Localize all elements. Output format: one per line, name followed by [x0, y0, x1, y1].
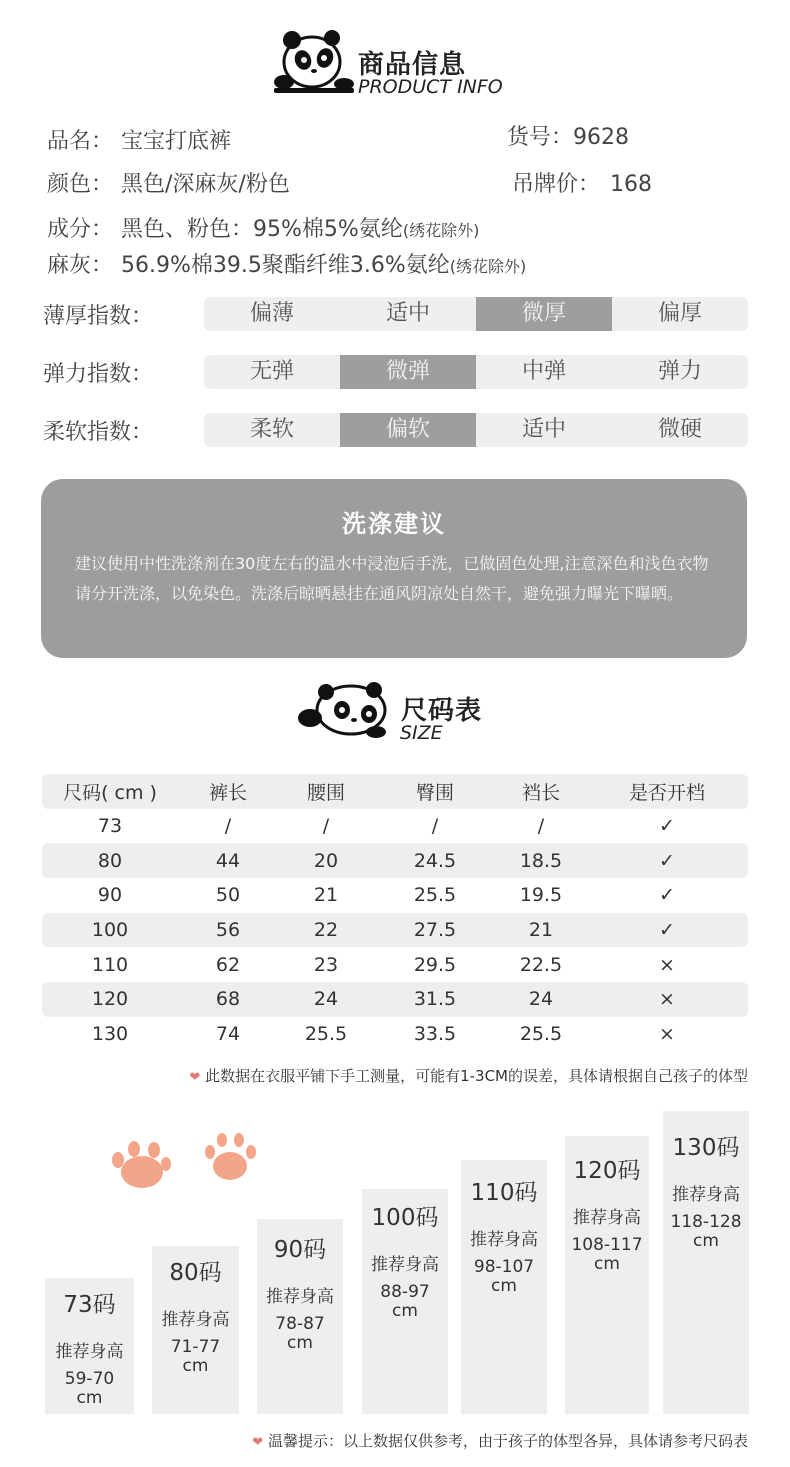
size-table-note: ❤ 此数据在衣服平铺下手工测量，可能有1-3CM的误差，具体请根据自己孩子的体型 [189, 1067, 748, 1085]
table-cell: 110 [91, 953, 129, 976]
recommend-label: 推荐身高 [371, 1255, 439, 1275]
table-cell: 21 [528, 919, 554, 942]
cross-icon: × [659, 988, 675, 1011]
section-title-size: 尺码表 [401, 696, 483, 726]
info-price: 吊牌价： 168 [512, 172, 653, 197]
check-icon: ✓ [659, 849, 675, 872]
table-cell: / [322, 815, 330, 838]
index-option: 无弹 [249, 359, 294, 384]
index-option-selected: 偏软 [340, 413, 476, 447]
size-label: 100码 [371, 1205, 439, 1231]
table-cell: 33.5 [413, 1023, 457, 1046]
table-cell: 23 [313, 953, 339, 976]
table-header-cell: 臀围 [415, 781, 454, 804]
height-range: 118-128 cm [670, 1212, 742, 1251]
table-cell: 24 [528, 988, 554, 1011]
table-row [42, 913, 748, 948]
height-range: 59-70 cm [64, 1369, 115, 1408]
table-row [42, 1017, 748, 1052]
index-option: 偏厚 [657, 301, 702, 326]
elasticity-index-bar [204, 355, 748, 389]
table-cell: 22.5 [519, 953, 563, 976]
height-range: 88-97 cm [380, 1282, 430, 1321]
size-label: 80码 [169, 1260, 222, 1286]
info-sku: 货号：9628 [507, 125, 630, 150]
table-cell: 50 [215, 884, 241, 907]
index-option: 微硬 [657, 417, 702, 442]
check-icon: ✓ [659, 919, 675, 942]
table-cell: 24.5 [413, 849, 457, 872]
check-icon: ✓ [659, 815, 675, 838]
index-option: 适中 [521, 417, 566, 442]
height-column-120 [565, 1136, 649, 1414]
softness-index-label: 柔软指数： [43, 420, 154, 445]
height-column-100 [362, 1189, 448, 1414]
index-option: 偏薄 [249, 301, 294, 326]
height-column-90 [257, 1219, 343, 1414]
index-option-selected: 微弹 [340, 355, 476, 389]
washing-advice-panel [41, 479, 747, 658]
table-cell: 24 [313, 988, 339, 1011]
table-header-cell: 裆长 [521, 781, 560, 804]
section-subtitle-size: SIZE [400, 722, 443, 744]
table-header-row [42, 774, 748, 809]
table-cell: / [537, 815, 545, 838]
recommend-label: 推荐身高 [672, 1185, 740, 1205]
recommend-label: 推荐身高 [55, 1342, 124, 1362]
table-cell: 73 [97, 815, 123, 838]
table-cell: 90 [97, 884, 123, 907]
height-column-110 [461, 1160, 547, 1414]
table-cell: 62 [215, 953, 241, 976]
table-cell: 74 [215, 1023, 241, 1046]
table-cell: 25.5 [304, 1023, 348, 1046]
height-column-80 [152, 1246, 239, 1414]
table-cell: 29.5 [413, 953, 457, 976]
height-chart-note: ❤ 温馨提示：以上数据仅供参考，由于孩子的体型各异，具体请参考尺码表 [252, 1432, 748, 1450]
table-cell: 25.5 [519, 1023, 563, 1046]
size-label: 130码 [672, 1135, 740, 1161]
table-cell: / [431, 815, 439, 838]
table-header-cell: 是否开档 [628, 781, 705, 804]
size-label: 73码 [63, 1292, 116, 1318]
table-cell: 18.5 [519, 849, 563, 872]
section-subtitle-product-info: PRODUCT INFO [358, 76, 503, 98]
table-cell: 120 [91, 988, 129, 1011]
thickness-index-label: 薄厚指数： [43, 304, 154, 329]
table-header-cell: 腰围 [306, 781, 345, 804]
height-range: 71-77 cm [170, 1337, 221, 1376]
recommend-label: 推荐身高 [161, 1310, 230, 1330]
table-header-cell: 裤长 [208, 781, 247, 804]
size-label: 110码 [470, 1180, 538, 1206]
table-cell: 56 [215, 919, 241, 942]
height-column-130 [663, 1111, 749, 1414]
height-range: 78-87 cm [275, 1314, 325, 1353]
info-name: 品名： 宝宝打底裤 [47, 129, 232, 154]
table-cell: / [224, 815, 232, 838]
info-grey-composition: 麻灰： 56.9%棉39.5聚酯纤维3.6%氨纶(绣花除外) [47, 253, 527, 278]
size-label: 120码 [573, 1158, 641, 1184]
table-row [42, 878, 748, 913]
index-option: 中弹 [521, 359, 566, 384]
table-cell: 100 [91, 919, 129, 942]
table-row [42, 982, 748, 1017]
recommend-label: 推荐身高 [573, 1208, 641, 1228]
index-option: 适中 [385, 301, 430, 326]
heart-icon: ❤ [252, 1435, 264, 1450]
index-option: 柔软 [249, 417, 294, 442]
size-label: 90码 [273, 1237, 327, 1263]
panda-logo-icon [270, 24, 360, 96]
washing-advice-text: 建议使用中性洗涤剂在30度左右的温水中浸泡后手洗，已做固色处理,注意深色和浅色衣物请分开洗涤，以免染色。洗涤后晾晒悬挂在通风阴凉处自然干，避免强力曝光下曝晒。 [75, 554, 709, 603]
softness-index-bar [204, 413, 748, 447]
table-cell: 19.5 [519, 884, 563, 907]
cross-icon: × [659, 1023, 675, 1046]
table-cell: 44 [215, 849, 241, 872]
table-cell: 130 [91, 1023, 129, 1046]
height-range: 108-117 cm [571, 1235, 643, 1274]
table-cell: 20 [313, 849, 339, 872]
height-column-73 [45, 1278, 134, 1414]
info-composition: 成分： 黑色、粉色：95%棉5%氨纶(绣花除外) [47, 217, 480, 242]
section-title-product-info: 商品信息 [358, 50, 467, 80]
size-table [42, 774, 748, 1052]
height-range: 98-107 cm [473, 1257, 535, 1296]
recommend-label: 推荐身高 [470, 1230, 538, 1250]
cross-icon: × [659, 953, 675, 976]
check-icon: ✓ [659, 884, 675, 907]
table-row [42, 843, 748, 878]
thickness-index-bar [204, 297, 748, 331]
elasticity-index-label: 弹力指数： [43, 362, 154, 387]
recommend-label: 推荐身高 [266, 1287, 334, 1307]
info-color: 颜色： 黑色/深麻灰/粉色 [47, 172, 290, 197]
table-cell: 22 [313, 919, 339, 942]
index-option-selected: 微厚 [476, 297, 612, 331]
washing-advice-title: 洗涤建议 [342, 510, 446, 538]
table-row [42, 809, 748, 844]
table-cell: 68 [215, 988, 241, 1011]
table-cell: 31.5 [413, 988, 457, 1011]
table-row [42, 947, 748, 982]
table-cell: 25.5 [413, 884, 457, 907]
table-cell: 27.5 [413, 919, 457, 942]
heart-icon: ❤ [189, 1070, 201, 1085]
table-cell: 21 [313, 884, 339, 907]
table-cell: 80 [97, 849, 123, 872]
index-option: 弹力 [657, 359, 702, 384]
panda-size-icon [296, 680, 392, 742]
paw-prints-icon [104, 1132, 264, 1202]
table-header-cell: 尺码( cm ) [63, 781, 157, 804]
